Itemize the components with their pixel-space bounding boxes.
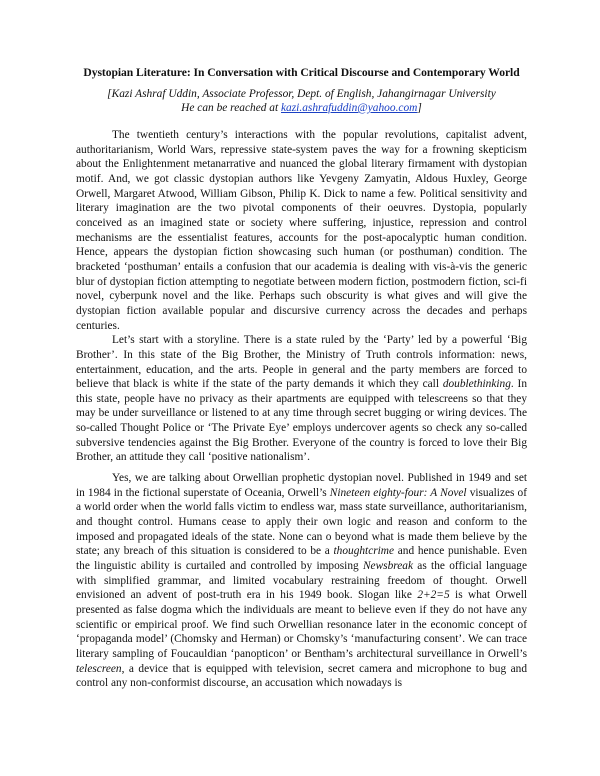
paragraph-2-emphasis: doublethinking [442, 378, 511, 391]
paragraph-3-term-telescreen: telescreen [76, 662, 122, 675]
paragraph-3 [76, 471, 527, 691]
document-page [76, 66, 527, 691]
article-title: Dystopian Literature: In Conversation with Critical Discourse and Contemporary World [83, 66, 520, 79]
paragraph-3-text-a: Yes, we are talking about Orwellian prophetic dystopian novel. Published in 1949 and set in 1984 in the fictional superstate of Oceania, Orwell’s [76, 472, 527, 499]
paragraph-3-term-newsbreak: Newsbreak [362, 560, 413, 573]
author-affiliation: Kazi Ashraf Uddin, Associate Professor, Dept. of English, Jahangirnagar University [111, 88, 496, 100]
contact-prefix: He can be reached at [181, 102, 281, 114]
paragraph-3-text-c: and hence punishable. Even the linguistic ability is curtailed and controlled by imposing [76, 545, 527, 573]
author-line-2 [76, 101, 527, 115]
close-bracket: ] [417, 102, 422, 114]
paragraph-1: The twentieth century’s interactions with the popular revolutions, capitalist advent, authoritarianism, World Wars, repressive state-system paves the way for a frowning skepticism about the Enlightenment metanarrative and nuanced the global literary firmament with dystopian motif. And, we got classic dystopian authors like Yevgeny Zamyatin, Aldous Huxley, George Orwell, Margaret Atwood, William Gibson, Philip K. Dick to name a few. Political sensitivity and literary imagination are the two pivotal components of their oeuvres. Dystopia, popularly conceived as an imagined state or society where suffering, injustice, repression and control mechanisms are the essentialist features, accounts for the post-apocalyptic human condition. Hence, appears the dystopian fiction showcasing such human (or posthuman) condition. The bracketed ‘posthuman’ entails a confusion that our academia is dealing with vis-à-vis the generic blur of dystopian fiction attempting to negotiate between modern fiction, postmodern fiction, sci-fi novel, cyberpunk novel and the like. Perhaps such obscurity is what gives and will give the dystopian fiction available popular and discursive currency across the decades and perhaps centuries. [76, 129, 527, 332]
paragraph-3-slogan: 2+2=5 [417, 589, 450, 602]
paragraph-3-text-d: as the official language with simplified grammar, and limited vocabulary restraining freedom of thought. Orwell envisioned an advent of post-truth era in his 1949 book. Slogan like [76, 560, 527, 602]
paragraph-3-book-title: Nineteen eighty-four: A Novel [329, 486, 467, 499]
paragraph-3-text-b: visualizes of a world order when the world falls victim to endless war, mass state surveillance, authoritarianism, and thought control. Humans cease to apply their own logic and reason and conform to the imposed and propagated ideals of the state. None can o beyond what is made them believe by the state; any breach of this situation is considered to be a [76, 486, 527, 558]
author-byline [76, 87, 527, 115]
author-line-1 [76, 87, 527, 101]
paragraph-2-text-b: . In this state, people have no privacy as their apartments are equipped with telescreens so that they may be under surveillance or listened to at any time through secret bugging or wiring devices. The so-called Thought Police or ‘The Private Eye’ employs undercover agents so check any so-called subversive tendencies against the Big Brother. Everyone of the country is forced to love their Big Brother, an attitude they call ‘positive nationalism’. [76, 378, 527, 464]
paragraph-3-text-e: is what Orwell presented as false dogma which the individuals are meant to believe even if they do not have any scientific or empirical proof. We find such Orwellian resonance later in the economic concept of ‘propaganda model’ (Chomsky and Herman) or Chomsky’s ‘manufacturing consent’. We can trace literary sampling of Foucauldian ‘panopticon’ or Bentham’s architectural surveillance in Orwell’s [76, 589, 528, 660]
paragraph-2-text-a: Let’s start with a storyline. There is a state ruled by the ‘Party’ led by a powerful ‘Big Brother’. In this state of the Big Brother, the Ministry of Truth controls information: news, entertainment, education, and the arts. People in general and the party members are forced to believe that black is white if the state of the party demands it which they call [76, 334, 527, 391]
paragraph-3-term-thoughtcrime: thoughtcrime [333, 545, 395, 558]
open-bracket: [ [107, 88, 112, 100]
paragraph-3-text-f: , a device that is equipped with television, secret camera and microphone to bug and control any non-conformist discourse, an accusation which nowadays is [76, 662, 527, 690]
author-email-link[interactable]: kazi.ashrafuddin@yahoo.com [281, 102, 418, 114]
paragraph-2 [76, 333, 527, 465]
